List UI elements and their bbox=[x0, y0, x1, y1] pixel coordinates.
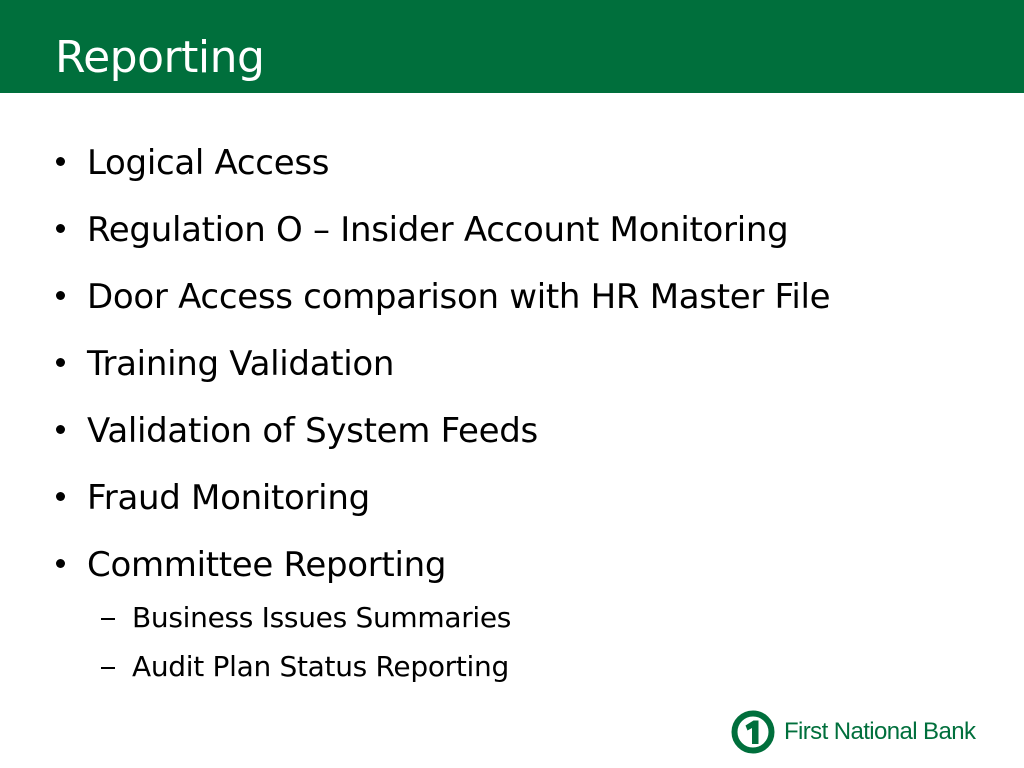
bullet-item bbox=[56, 207, 830, 274]
bullet-item bbox=[56, 274, 830, 341]
bullet-item bbox=[56, 408, 830, 475]
bullet-dot-icon bbox=[56, 559, 65, 568]
bullet-dot-icon bbox=[56, 425, 65, 434]
bullet-dot-icon bbox=[56, 224, 65, 233]
dash-icon bbox=[101, 618, 115, 620]
bullet-item bbox=[56, 475, 830, 542]
bank-logo bbox=[731, 710, 975, 754]
bullet-list bbox=[56, 140, 830, 609]
bullet-text: Committee Reporting bbox=[87, 545, 447, 585]
bank-logo-icon bbox=[731, 710, 775, 754]
bullet-item bbox=[56, 341, 830, 408]
sub-bullet-text: Audit Plan Status Reporting bbox=[132, 650, 509, 683]
bullet-text: Training Validation bbox=[87, 344, 395, 384]
slide-title: Reporting bbox=[55, 32, 265, 83]
bullet-item bbox=[56, 140, 830, 207]
bullet-text: Fraud Monitoring bbox=[87, 478, 370, 518]
bank-name: First National Bank bbox=[784, 718, 976, 745]
bullet-dot-icon bbox=[56, 492, 65, 501]
sub-bullet-item bbox=[101, 647, 511, 696]
bullet-dot-icon bbox=[56, 291, 65, 300]
dash-icon bbox=[101, 667, 115, 669]
sub-bullet-item bbox=[101, 598, 511, 647]
sub-bullet-list bbox=[101, 598, 511, 696]
title-bar bbox=[0, 0, 1024, 93]
bullet-dot-icon bbox=[56, 157, 65, 166]
bullet-text: Regulation O – Insider Account Monitoring bbox=[87, 210, 789, 250]
bullet-dot-icon bbox=[56, 358, 65, 367]
bullet-text: Validation of System Feeds bbox=[87, 411, 538, 451]
bullet-text: Door Access comparison with HR Master File bbox=[87, 277, 831, 317]
bullet-text: Logical Access bbox=[87, 143, 330, 183]
sub-bullet-text: Business Issues Summaries bbox=[132, 601, 512, 634]
